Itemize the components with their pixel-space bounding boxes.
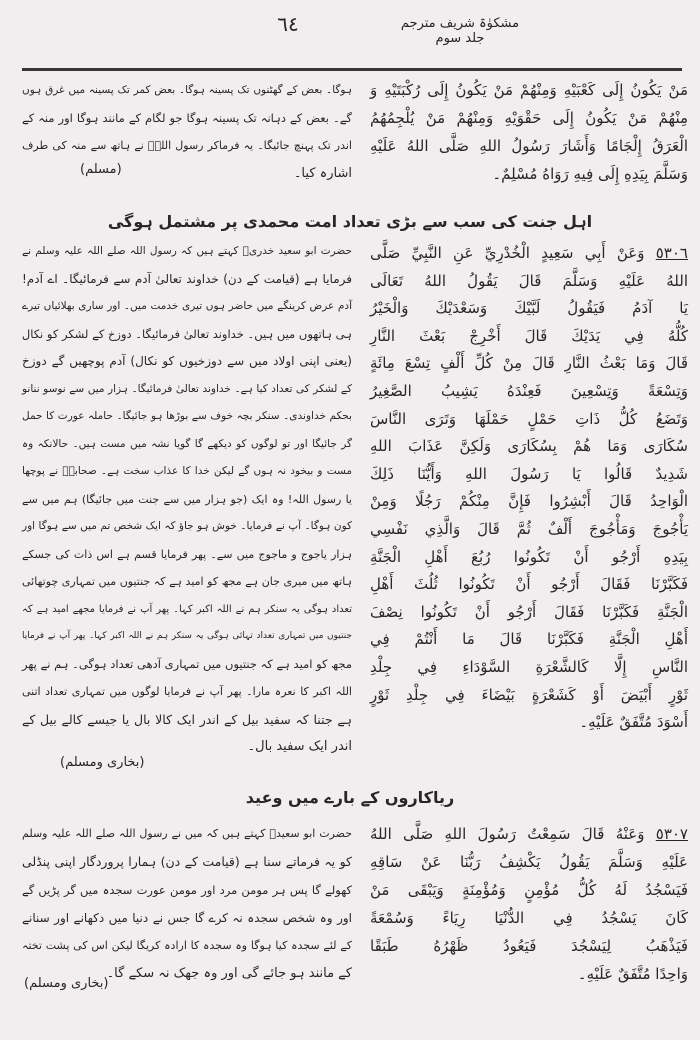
line-text: وَسَلَّمَ بِيَدِهِ إِلَى فِيهِ رَوَاهُ مُسْلِمٌ۔ [492,165,688,183]
block2-urdu [22,238,352,761]
line-text: يَأْجُوجَ وَمَأْجُوجَ أَلْفٌ ثُمَّ قَالَ وَالَّذِي نَفْسِي [370,519,688,538]
text-line [22,238,352,266]
text-line [22,348,352,376]
text-line [370,960,688,988]
text-line [370,876,688,904]
line-text: یا رسول اللہ! وہ ایک (جو ہزار میں سے جنت میں جائیگا) ہم میں سے [22,492,352,506]
text-line [370,516,688,544]
text-line [370,488,688,516]
line-text: گے۔ بعض کے دہانہ تک پسینہ ہوگا جو لگام کے مانند ہوگا اور منہ کے [22,111,352,125]
text-line [22,596,352,624]
line-text: الْجَنَّةِ فَكَبَّرْنَا فَقَالَ أَرْجُو أَنْ تَكُونُوا نِصْفَ [370,602,688,621]
line-text: ہی ہاتھوں میں ہیں۔ خداوند تعالیٰ فرمائیگا۔ دوزخ کے لشکر کو نکال [21,326,352,341]
text-line [22,376,352,404]
line-text: بِيَدِهِ أَرْجُو أَنْ تَكُونُوا رُبُعَ أَهْلِ الْجَنَّةِ [370,547,688,566]
line-text: فرمایا ہے (قیامت کے دن) خداوند تعالیٰ آدم سے فرمائیگا۔ اے آدم! [22,271,352,286]
block3-urdu [22,820,352,988]
text-line [22,568,352,596]
line-text: کون ہوگا۔ آپ نے فرمایا۔ خوش ہو جاؤ کہ ایک شخص تم میں سے ہوگا اور [22,520,352,532]
page-number: ٦٤ [277,12,299,36]
text-line [370,406,688,434]
text-line [370,709,688,737]
text-line [22,513,352,541]
line-text: سُكَارَى وَمَا هُمْ بِسُكَارَى وَلَكِنَّ عَذَابَ اللهِ [370,437,688,456]
line-text: ہوگا۔ بعض کے گھٹنوں تک پسینہ ہوگا۔ بعض کمر تک پسینہ میں غرق ہوں [22,84,352,96]
block2-citation: (بخاری ومسلم) [60,755,145,770]
line-text: تعداد ہوگی یہ سنکر ہم نے اللہ اکبر کہا۔ پھر آپ نے فرمایا مجھے امید ہے کہ [22,603,352,615]
line-text: اور وہ شخص سجدہ نہ کرے گا جس نے دنیا میں دکھانے اور سنانے [22,911,352,925]
text-line [370,461,688,489]
text-line [370,378,688,406]
line-text: يَا آدَمُ فَيَقُولُ لَبَّيْكَ وَسَعْدَيْكَ وَالْخَيْرُ [370,299,688,318]
line-text: وَعَنْهُ قَالَ سَمِعْتُ رَسُولَ اللهِ صَلَّى اللهُ [370,825,645,843]
line-text: الْوَاحِدُ قَالَ أَبْشِرُوا فَإِنَّ مِنْكُمْ رَجُلًا وَمِنْ [370,492,688,511]
line-text: اندر تک پہنچ جائیگا۔ یہ فرماکر رسول اللہؐ نے ہاتھ سے منہ کی طرف [22,139,352,152]
block3-arabic [370,820,688,988]
block1-citation: (مسلم) [80,162,122,177]
line-text: مِنْهُمْ مَنْ يَكُونُ إِلَى حَقْوَيْهِ وَمِنْهُمْ مَنْ يُلْجِمُهُمُ [370,109,688,127]
line-text: كَانَ يَسْجُدُ فِي الدُّنْيَا رِيَاءً وَسُمْعَةً [370,909,688,927]
line-text: فَيَسْجُدُ لَهُ كُلُّ مُؤْمِنٍ وَمُؤْمِنَةٍ وَيَبْقَى مَنْ [370,881,688,899]
line-text: شَدِيدٌ قَالُوا يَا رَسُولَ اللهِ وَأَيُّنَا ذَلِكَ [370,464,688,483]
line-text: اللهُ عَلَيْهِ وَسَلَّمَ قَالَ يَقُولُ اللهُ تَعَالَى [370,271,688,290]
book-title: مشکوٰۃ شریف مترجم جلد سوم [400,16,520,46]
text-line [370,295,688,323]
text-line [22,104,352,132]
block2-arabic [370,240,688,737]
line-text: اشارہ کیا۔ [293,166,352,181]
text-line [370,268,688,296]
text-line [22,623,352,651]
text-line [22,904,352,932]
line-text: وَتَضَعُ كُلُّ ذَاتِ حَمْلٍ حَمْلَهَا وَتَرَى النَّاسَ [370,409,688,428]
line-text: فَكَبَّرْنَا فَقَالَ أَرْجُو أَنْ تَكُونُوا ثُلُثَ أَهْلِ [370,575,688,594]
line-text: مجھ کو امید ہے کہ جنتیوں میں تمہاری آدھی تعداد ہوگی۔ ہم نے پھر [22,656,352,671]
text-line [370,323,688,351]
line-text: وَتِسْعَةً وَتِسْعِينَ فَعِنْدَهُ يَشِيبُ الصَّغِيرُ [370,381,688,400]
line-text: کھولے گا پس ہر مومن مرد اور مومن عورت سجدہ میں گر پڑیں گے [22,883,352,897]
line-text: فَيَذْهَبُ لِيَسْجُدَ فَيَعُودُ ظَهْرُهُ طَبَقًا [370,937,688,955]
text-line [22,848,352,876]
text-line [370,544,688,572]
text-line [22,160,352,188]
line-text: اللہ اکبر کا نعرہ مارا۔ پھر آپ نے فرمایا لوگوں میں تمہاری تعداد اتنی [22,685,352,698]
line-text: أَسْوَدَ مُتَّفَقٌ عَلَيْهِ۔ [579,713,688,732]
text-line [22,76,352,104]
text-line [370,848,688,876]
line-text: وَاحِدًا مُتَّفَقٌ عَلَيْهِ۔ [577,965,688,983]
text-line [22,266,352,294]
line-text: حضرت ابو سعید خدریؓ کہتے ہیں کہ رسول اللہ صلے اللہ علیہ وسلم نے [22,245,352,257]
text-line [370,932,688,960]
line-text: جنتیوں میں تمہاری تعداد تہائی ہوگی یہ سنکر ہم نے اللہ اکبر کہا۔ پھر آپ نے فرمایا [22,631,352,641]
line-text: ہاتھ میں میری جان ہے مجھ کو امید ہے کہ جنتیوں میں تمہاری چوتھائی [22,575,352,588]
text-line [370,820,688,848]
block3-citation: (بخاری ومسلم) [24,976,109,991]
text-line [22,541,352,569]
text-line [370,104,688,132]
text-line [22,431,352,459]
text-line [22,820,352,848]
header-rule [22,68,682,71]
text-line [22,678,352,706]
text-line [370,350,688,378]
line-text: وَعَنْ أَبِي سَعِيدٍ الْخُدْرِيِّ عَنِ النَّبِيِّ صَلَّى [370,244,645,262]
line-text: بحکم خداوندی۔ سنکر بچہ خوف سے بوڑھا ہو جائیگا۔ حاملہ عورت کا حمل [22,410,352,422]
line-text: اندر ایک سفید بال۔ [247,739,352,754]
line-text: قَالَ وَمَا بَعْثُ النَّارِ قَالَ مِنْ كُلِّ أَلْفٍ تِسْعَ مِائَةٍ [370,354,688,373]
line-text: کو یہ فرماتے سنا ہے (قیامت کے دن) ہمارا پروردگار اپنی پنڈلی [22,854,352,869]
text-line [22,876,352,904]
text-line [22,706,352,734]
line-text: الْعَرَقُ إِلْجَامًا وَأَشَارَ رَسُولُ اللهِ صَلَّى اللهُ عَلَيْهِ [370,137,688,155]
text-line [370,599,688,627]
text-line [370,160,688,188]
hadith-number: ٥٣٠٧ [655,825,688,843]
line-text: ثَوْرٍ أَبْيَضَ أَوْ كَشَعْرَةٍ بَيْضَاءَ فِي جِلْدِ ثَوْرٍ [370,685,688,704]
text-line [370,654,688,682]
text-line [370,132,688,160]
text-line [370,682,688,710]
line-text: مَنْ يَكُونُ إِلَى كَعْبَيْهِ وَمِنْهُمْ مَنْ يَكُونُ إِلَى رُكْبَتَيْهِ وَ [370,81,688,99]
text-line [22,486,352,514]
line-text: کے مانند ہو جائے گی اور وہ جھک نہ سکے گا۔ [106,966,352,981]
line-text: کے لئے سجدہ کیا ہوگا وہ سجدہ کا ارادہ کریگا لیکن اس کی پشت تختہ [22,939,352,952]
line-text: مست و بیخود نہ ہوں گے لیکن خدا کا عذاب سخت ہے۔ صحابہؓ نے پوچھا [22,465,352,477]
line-text: أَهْلِ الْجَنَّةِ فَكَبَّرْنَا قَالَ مَا أَنْتُمْ فِي [370,630,688,649]
line-text: النَّاسِ إِلَّا كَالشَّعْرَةِ السَّوْدَاءِ فِي جِلْدِ [370,657,688,676]
text-line [22,403,352,431]
line-text: کے لشکر کی تعداد کیا ہے۔ خداوند تعالیٰ فرمائیگا۔ ہزار میں سے نوسو ننانو [22,382,352,395]
line-text: عَلَيْهِ وَسَلَّمَ يَقُولُ يَكْشِفُ رَبُّنَا عَنْ سَاقِهِ [370,853,688,871]
line-text: كُلُّهُ فِي يَدَيْكَ قَالَ أَخْرِجْ بَعْثَ النَّارِ [370,326,688,345]
text-line [370,433,688,461]
line-text: ہزار یاجوج و ماجوج میں سے۔ پھر فرمایا قسم ہے اس ذات کی جسکے [22,547,352,561]
section-heading-2: ریاکاروں کے بارے میں وعید [245,788,455,807]
block1-urdu [22,76,352,188]
line-text: ہے جتنا کہ سفید بیل کے اندر ایک کالا بال یا جیسے کالے بیل کے [22,711,352,727]
text-line [22,932,352,960]
text-line [22,132,352,160]
text-line [370,571,688,599]
text-line [22,321,352,349]
hadith-number: ٥٣٠٦ [655,244,688,262]
text-line [370,904,688,932]
block1-arabic [370,76,688,188]
text-line [22,458,352,486]
text-line [22,651,352,679]
line-text: آدم عرض کرینگے میں حاضر ہوں تیری خدمت میں۔ اور ساری بھلائیاں تیرے [22,300,352,312]
text-line [370,626,688,654]
line-text: (یعنی اپنی اولاد میں سے دوزخیوں کو نکال) آدم پوچھیں گے دوزخ [22,354,352,368]
text-line [22,293,352,321]
line-text: حضرت ابو سعیدؓ کہتے ہیں کہ میں نے رسول اللہ صلے اللہ علیہ وسلم [22,827,352,840]
line-text: گر جائیگا اور تو لوگوں کو دیکھے گا گویا نشہ میں مست ہیں۔ حالانکہ وہ [22,437,352,450]
text-line [370,76,688,104]
section-heading-1: اہل جنت کی سب سے بڑی تعداد امت محمدی پر مشتمل ہوگی [107,212,593,231]
text-line [370,240,688,268]
